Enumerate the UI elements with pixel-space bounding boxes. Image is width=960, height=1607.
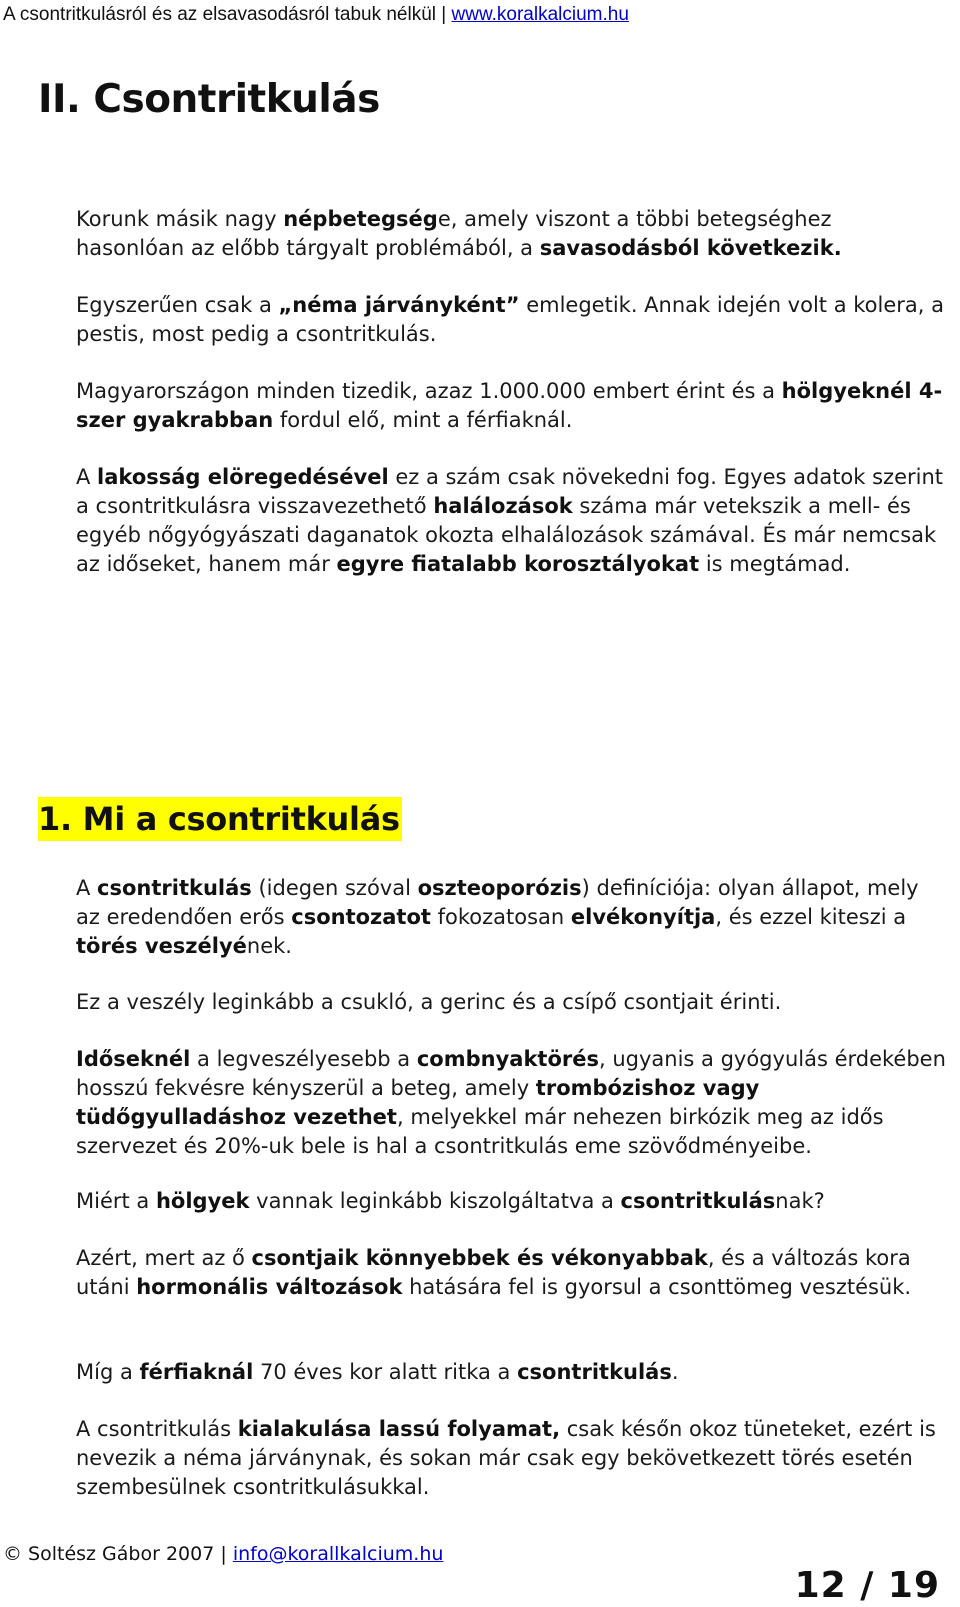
text-run: . <box>671 1360 679 1384</box>
website-link[interactable]: www.koralkalcium.hu <box>451 4 629 25</box>
paragraph-men <box>76 1358 946 1387</box>
bold-text: lakosság elöregedésével <box>97 465 389 489</box>
text-run: ez a szám csak növekedni fog. Egyes adatok szerint a csontritkulásra visszavezethető <box>76 465 944 518</box>
page-number: 12 / 19 <box>794 1565 940 1606</box>
text-run: Egyszerűen csak a <box>76 293 279 317</box>
text-run: e, amely viszont a többi betegséghez hasonlóan az előbb tárgyalt problémából, a <box>76 207 832 260</box>
paragraph-hip-fracture <box>76 1045 946 1161</box>
footer-separator: | <box>220 1543 227 1565</box>
text-run: 70 éves kor alatt ritka a <box>253 1360 518 1384</box>
bold-text: elvékonyítja <box>570 905 716 929</box>
paragraph-aging-population <box>76 463 946 579</box>
subsection-heading: 1. Mi a csontritkulás <box>38 797 402 841</box>
copyright-text: © Soltész Gábor 2007 <box>3 1543 215 1565</box>
text-run: (idegen szóval <box>251 876 418 900</box>
text-run: , ugyanis a gyógyulás érdekében hosszú fekvésre kényszerül a beteg, amely <box>76 1047 946 1100</box>
bold-text: halálozások <box>433 494 573 518</box>
bold-text: csontozatot <box>291 905 431 929</box>
text-run: Míg a <box>76 1360 140 1384</box>
bold-text: csontjaik könnyebbek és vékonyabbak <box>251 1246 708 1270</box>
paragraph-statistics <box>76 377 946 435</box>
text-run: is megtámad. <box>699 552 851 576</box>
bold-text: férfiaknál <box>139 1360 254 1384</box>
bold-text: hölgyek <box>155 1189 250 1213</box>
text-run: nek. <box>246 934 292 958</box>
bold-text: trombózishoz vagy tüdőgyulladáshoz vezethet <box>76 1076 760 1129</box>
document-title: A csontritkulásról és az elsavasodásról tabuk nélkül <box>3 4 437 25</box>
text-run: , és a változás kora utáni <box>76 1246 911 1299</box>
page-header <box>3 2 953 28</box>
bold-text: csontritkulás <box>517 1360 672 1384</box>
paragraph-affected-bones <box>76 988 946 1017</box>
bold-text: csontritkulás <box>97 876 252 900</box>
text-run: fordul elő, mint a férfiaknál. <box>273 408 573 432</box>
text-run: A csontritkulás <box>76 1417 238 1441</box>
paragraph-intro <box>76 205 946 263</box>
section-heading: II. Csontritkulás <box>38 77 380 122</box>
text-run: hatására fel is gyorsul a csonttömeg vesztésük. <box>402 1275 912 1299</box>
text-run: nak? <box>775 1189 825 1213</box>
paragraph-slow-process <box>76 1415 946 1502</box>
paragraph-definition <box>76 874 946 961</box>
paragraph-answer-women <box>76 1244 946 1302</box>
text-run: Ez a veszély leginkább a csukló, a gerinc és a csípő csontjait érinti. <box>76 990 782 1014</box>
bold-text: Időseknél <box>76 1047 191 1071</box>
text-run: Magyarországon minden tizedik, azaz 1.000.000 embert érint és a <box>76 379 782 403</box>
text-run: , és ezzel kiteszi a <box>715 905 907 929</box>
email-link[interactable]: info@korallkalcium.hu <box>232 1543 444 1565</box>
text-run: vannak leginkább kiszolgáltatva a <box>249 1189 621 1213</box>
bold-text: combnyaktörés <box>416 1047 599 1071</box>
text-run: Azért, mert az ő <box>76 1246 252 1270</box>
paragraph-silent-epidemic <box>76 291 946 349</box>
bold-text: egyre fiatalabb korosztályokat <box>336 552 700 576</box>
paragraph-question-women <box>76 1187 946 1216</box>
text-run: , melyekkel már nehezen birkózik meg az idős szervezet és 20%-uk bele is hal a csontritkulás eme szövődményeibe. <box>76 1105 884 1158</box>
text-run: Korunk másik nagy <box>76 207 284 231</box>
text-run: fokozatosan <box>430 905 571 929</box>
text-run: A <box>76 465 98 489</box>
text-run: csak későn okoz tüneteket, ezért is nevezik a néma járványnak, és sokan már csak egy bekövetkezett törés esetén szembesülnek csontritkulásukkal. <box>76 1417 936 1499</box>
bold-text: hormonális változások <box>136 1275 403 1299</box>
bold-text: csontritkulás <box>620 1189 776 1213</box>
page-footer <box>3 1541 443 1567</box>
bold-text: törés veszélyé <box>76 934 247 958</box>
text-run: száma már vetekszik a mell- és egyéb nőgyógyászati daganatok okozta elhalálozások számával. És már nemcsak az időseket, hanem már <box>76 494 937 576</box>
text-run: a legveszélyesebb a <box>190 1047 417 1071</box>
bold-text: hölgyeknél 4-szer gyakrabban <box>76 379 943 432</box>
bold-text: népbetegség <box>283 207 438 231</box>
bold-text: „néma járványként” <box>278 293 520 317</box>
text-run: emlegetik. Annak idején volt a kolera, a pestis, most pedig a csontritkulás. <box>76 293 944 346</box>
header-separator: | <box>441 4 447 25</box>
text-run: ) definíciója: olyan állapot, mely az eredendően erős <box>76 876 919 929</box>
text-run: A <box>76 876 98 900</box>
bold-text: savasodásból következik. <box>539 236 842 260</box>
text-run: Miért a <box>76 1189 156 1213</box>
bold-text: oszteoporózis <box>417 876 582 900</box>
bold-text: kialakulása lassú folyamat, <box>237 1417 561 1441</box>
